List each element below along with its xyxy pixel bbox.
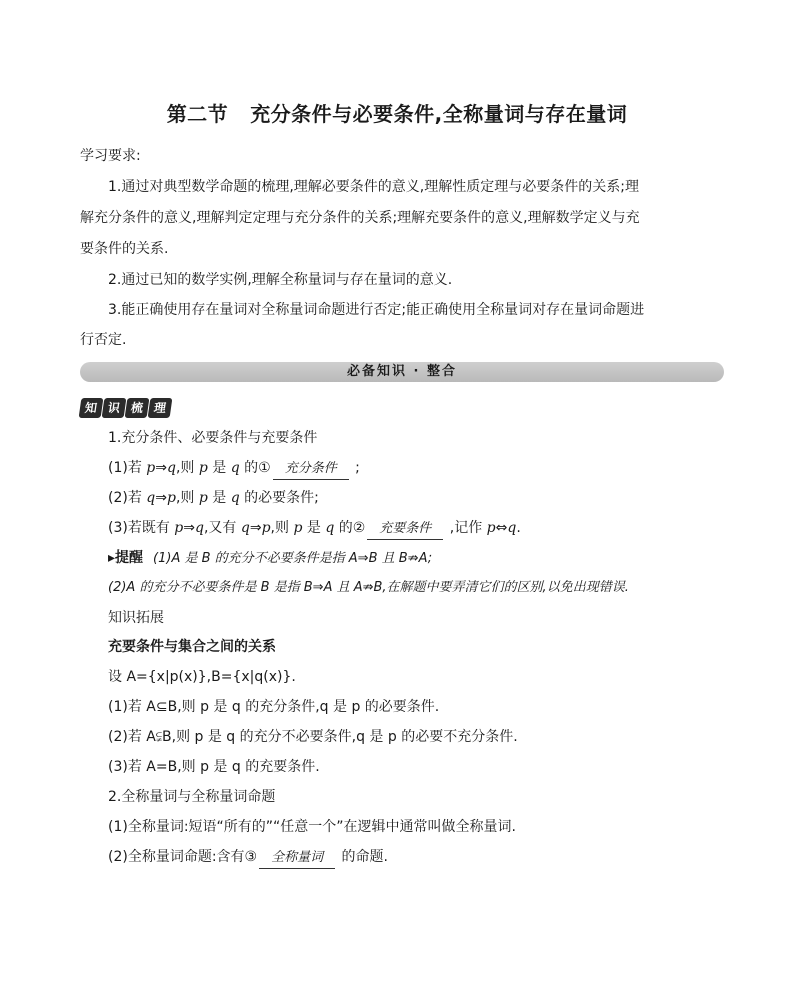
symbol: p [146, 460, 156, 476]
text-run: (1)若 [108, 460, 147, 476]
section-banner [80, 362, 724, 382]
symbol: p [486, 520, 496, 536]
text-run: (3)若既有 [108, 520, 175, 536]
text-run: 的② [334, 520, 366, 536]
symbol: q [230, 490, 240, 506]
knowledge-line: (1)全称量词:短语“所有的”“任意一个”在逻辑中通常叫做全称量词. [108, 819, 517, 835]
symbol: p [293, 520, 303, 536]
text-run: . [516, 520, 521, 536]
symbol: q [240, 520, 250, 536]
reminder-line [108, 548, 432, 569]
symbol: p [261, 520, 271, 536]
badge-char: 梳 [125, 398, 150, 418]
text-run: ,则 [175, 460, 199, 476]
text-run: ,则 [270, 520, 294, 536]
knowledge-line [108, 488, 319, 508]
requirement-line: 解充分条件的意义,理解判定定理与充分条件的关系;理解充要条件的意义,理解数学定义与充 [80, 210, 640, 226]
section-title [0, 98, 794, 127]
symbol: ⇒ [155, 460, 167, 476]
knowledge-line: (3)若 A=B,则 p 是 q 的充要条件. [108, 759, 320, 775]
section-number: 第二节 [166, 102, 229, 126]
reminder-text: (1)A 是 B 的充分不必要条件是指 A⇒B 且 B⇏A; [153, 551, 433, 566]
text-run: ,又有 [203, 520, 241, 536]
text-run: ,则 [175, 490, 199, 506]
symbol: ⇒ [183, 520, 195, 536]
symbol: q [325, 520, 335, 536]
section-title-text: 充分条件与必要条件,全称量词与存在量词 [250, 102, 628, 126]
knowledge-line: (2)若 A⫋B,则 p 是 q 的充分不必要条件,q 是 p 的必要不充分条件. [108, 729, 518, 745]
answer-blank: 全称量词 [259, 848, 335, 869]
extension-label: 知识拓展 [108, 610, 164, 626]
symbol: p [198, 490, 208, 506]
answer-blank: 充要条件 [367, 519, 443, 540]
symbol: q [146, 490, 156, 506]
reminder-label: ▸提醒 [108, 550, 144, 566]
badge-char: 知 [79, 398, 104, 418]
requirement-line: 要条件的关系. [80, 241, 169, 257]
knowledge-line: (1)若 A⊆B,则 p 是 q 的充分条件,q 是 p 的必要条件. [108, 699, 440, 715]
symbol: q [507, 520, 517, 536]
symbol: q [230, 460, 240, 476]
text-run: (2)全称量词命题:含有③ [108, 849, 258, 865]
text-run: 是 [302, 520, 326, 536]
symbol: ⇒ [249, 520, 262, 536]
knowledge-heading: 1.充分条件、必要条件与充要条件 [108, 430, 318, 446]
requirement-line: 2.通过已知的数学实例,理解全称量词与存在量词的意义. [108, 272, 453, 288]
symbol: p [198, 460, 208, 476]
requirement-line: 行否定. [80, 332, 127, 348]
symbol: q [166, 460, 176, 476]
knowledge-line [108, 518, 521, 540]
symbol: ⇔ [495, 520, 508, 536]
symbol: q [194, 520, 204, 536]
badge-char: 理 [148, 398, 173, 418]
text-run: ,记作 [445, 520, 487, 536]
badge-char: 识 [102, 398, 127, 418]
text-run: 是 [207, 490, 231, 506]
knowledge-line [108, 847, 388, 869]
knowledge-line: 设 A={x|p(x)},B={x|q(x)}. [108, 669, 296, 685]
symbol: p [166, 490, 176, 506]
requirement-line: 3.能正确使用存在量词对全称量词命题进行否定;能正确使用全称量词对存在量词命题进 [108, 302, 645, 318]
symbol: ⇒ [155, 490, 167, 506]
reminder-line: (2)A 的充分不必要条件是 B 是指 B⇒A 且 A⇏B,在解题中要弄清它们的区别,以免出现错误. [108, 580, 629, 595]
answer-blank: 充分条件 [273, 459, 349, 480]
text-run: 的命题. [337, 849, 389, 865]
knowledge-heading: 2.全称量词与全称量词命题 [108, 789, 276, 805]
text-run: 是 [207, 460, 231, 476]
extension-heading: 充要条件与集合之间的关系 [108, 639, 276, 655]
symbol: p [174, 520, 184, 536]
requirements-label: 学习要求: [80, 148, 141, 164]
text-run: ; [350, 460, 360, 476]
requirement-line: 1.通过对典型数学命题的梳理,理解必要条件的意义,理解性质定理与必要条件的关系;理 [108, 179, 639, 195]
text-run: 的必要条件; [239, 490, 319, 506]
knowledge-line [108, 458, 360, 480]
text-run: 的① [239, 460, 271, 476]
text-run: (2)若 [108, 490, 147, 506]
knowledge-badge [80, 398, 172, 418]
banner-label: 必备知识 · 整合 [347, 364, 457, 379]
